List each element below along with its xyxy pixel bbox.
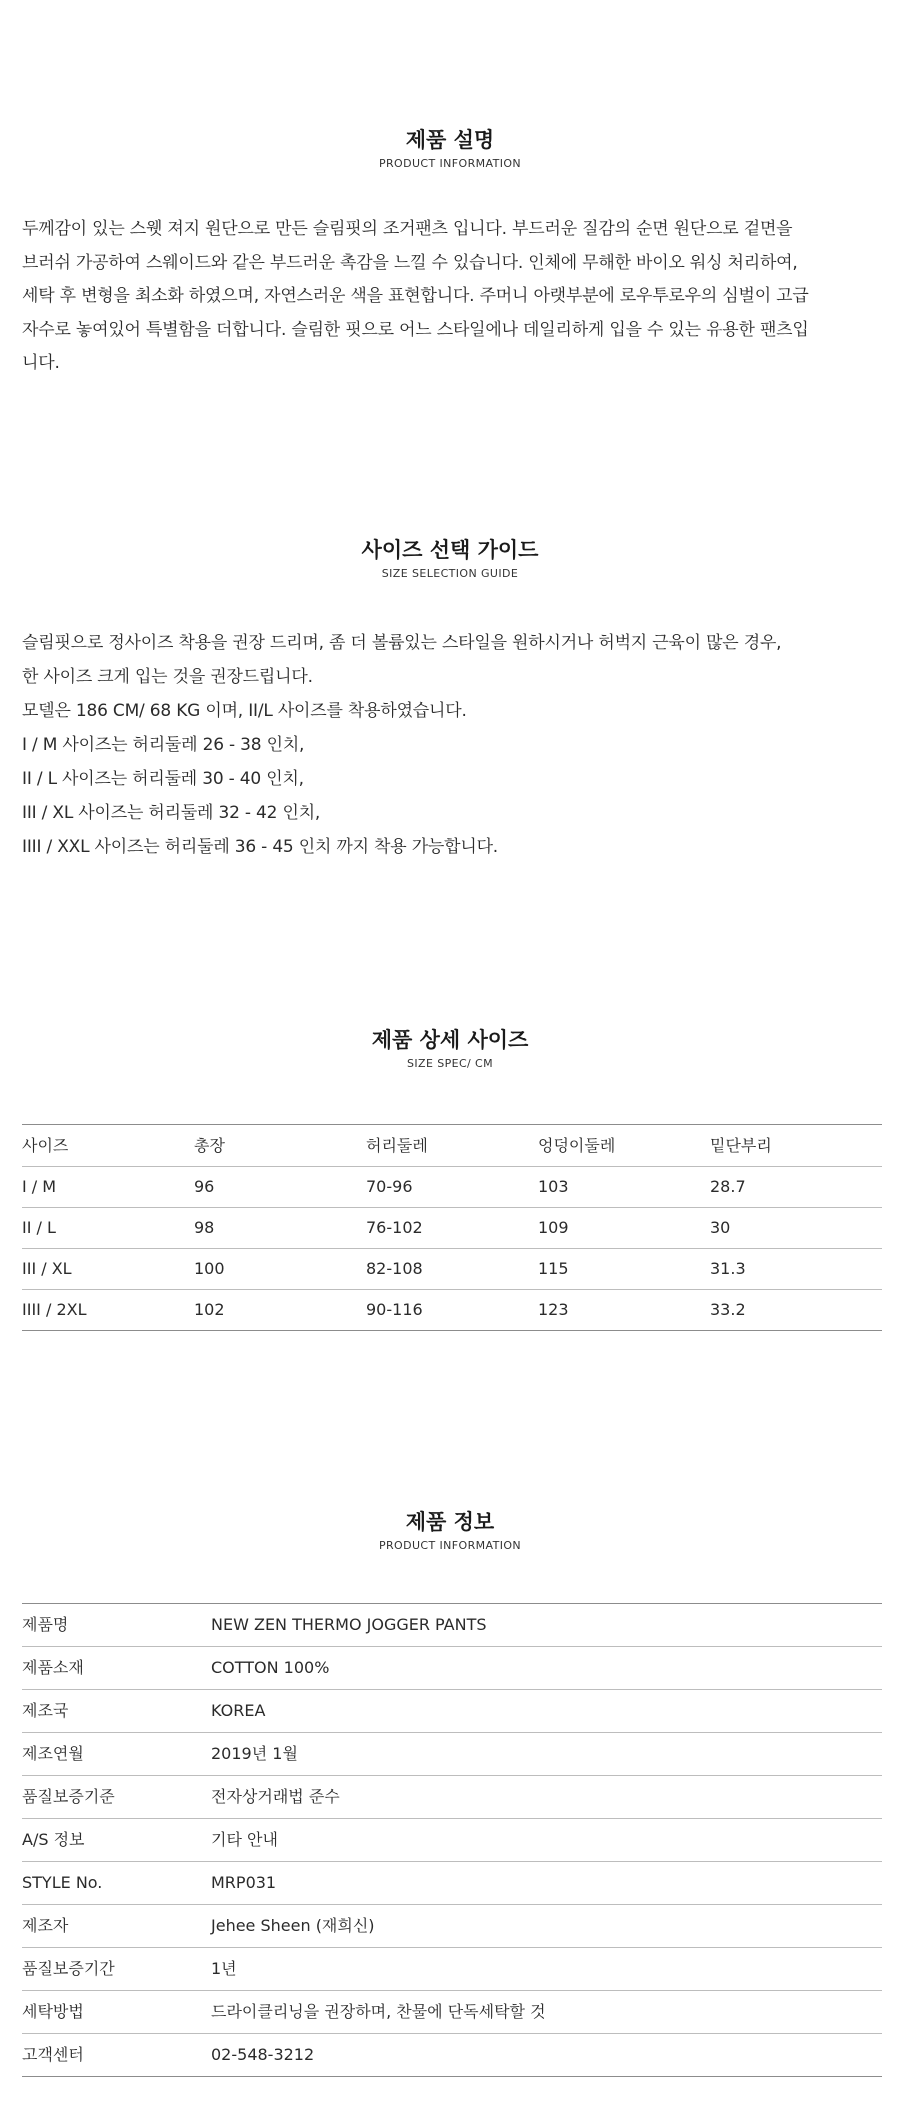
hip-cell: 123: [538, 1300, 569, 1319]
table-row: [22, 1208, 882, 1249]
description-text: [22, 213, 882, 381]
waist-cell: 76-102: [366, 1218, 423, 1237]
waist-cell: 70-96: [366, 1177, 413, 1196]
waist-cell: 90-116: [366, 1300, 423, 1319]
info-value: MRP031: [211, 1873, 277, 1892]
hip-cell: 109: [538, 1218, 569, 1237]
size-guide-line: IIII / XXL 사이즈는 허리둘레 36 - 45 인치 까지 착용 가능합니다.: [22, 837, 499, 857]
size-cell: I / M: [22, 1177, 57, 1196]
info-value: 기타 안내: [211, 1830, 278, 1849]
info-value: 2019년 1월: [211, 1744, 298, 1763]
size-spec-table: [22, 1124, 882, 1331]
hem-cell: 33.2: [710, 1300, 746, 1319]
description-title: 제품 설명: [405, 128, 495, 152]
product-info-table: [22, 1603, 882, 2077]
description-line: 세탁 후 변형을 최소화 하였으며, 자연스러운 색을 표현합니다. 주머니 아랫부분에 로우투로우의 심벌이 고급: [22, 286, 809, 306]
hip-cell: 115: [538, 1259, 569, 1278]
table-row: [22, 1819, 882, 1862]
size-guide-line: II / L 사이즈는 허리둘레 30 - 40 인치,: [22, 769, 304, 789]
size-guide-line: III / XL 사이즈는 허리둘레 32 - 42 인치,: [22, 803, 321, 823]
size-cell: II / L: [22, 1218, 56, 1237]
size-spec-header-cell: 총장: [194, 1136, 225, 1155]
size-cell: III / XL: [22, 1259, 72, 1278]
info-value: KOREA: [211, 1701, 266, 1720]
table-row: [22, 1290, 882, 1331]
description-header: [0, 126, 900, 171]
info-value: NEW ZEN THERMO JOGGER PANTS: [211, 1615, 487, 1634]
info-label: STYLE No.: [22, 1873, 103, 1892]
length-cell: 102: [194, 1300, 225, 1319]
product-info-subtitle: PRODUCT INFORMATION: [378, 1539, 522, 1552]
table-row: [22, 1690, 882, 1733]
waist-cell: 82-108: [366, 1259, 423, 1278]
size-guide-subtitle: SIZE SELECTION GUIDE: [381, 567, 519, 580]
size-spec-header: [0, 1026, 900, 1071]
size-spec-subtitle: SIZE SPEC/ CM: [406, 1057, 494, 1070]
info-value: 전자상거래법 준수: [211, 1787, 340, 1806]
hip-cell: 103: [538, 1177, 569, 1196]
table-row: [22, 2034, 882, 2077]
size-spec-header-row: [22, 1125, 882, 1167]
info-label: 품질보증기간: [22, 1959, 115, 1978]
description-line: 자수로 놓여있어 특별함을 더합니다. 슬림한 핏으로 어느 스타일에나 데일리하게 입을 수 있는 유용한 팬츠입: [22, 319, 809, 340]
info-label: 품질보증기준: [22, 1787, 115, 1806]
hem-cell: 28.7: [710, 1177, 746, 1196]
size-spec-header-cell: 엉덩이둘레: [538, 1136, 616, 1155]
description-line: 니다.: [22, 353, 60, 373]
size-guide-header: [0, 536, 900, 581]
table-row: [22, 1776, 882, 1819]
hem-cell: 31.3: [710, 1259, 746, 1278]
table-row: [22, 1604, 882, 1647]
table-row: [22, 1249, 882, 1290]
info-label: 세탁방법: [22, 2002, 84, 2021]
table-row: [22, 1733, 882, 1776]
table-row: [22, 1991, 882, 2034]
size-spec-header-cell: 사이즈: [22, 1136, 69, 1155]
product-info-header: [0, 1508, 900, 1553]
info-value: COTTON 100%: [211, 1658, 330, 1677]
table-row: [22, 1905, 882, 1948]
size-spec-title: 제품 상세 사이즈: [371, 1028, 529, 1052]
table-row: [22, 1647, 882, 1690]
info-label: 제품명: [22, 1615, 69, 1634]
size-guide-line: 모델은 186 CM/ 68 KG 이며, II/L 사이즈를 착용하였습니다.: [22, 701, 467, 721]
info-value: 드라이클리닝을 권장하며, 찬물에 단독세탁할 것: [211, 2002, 546, 2021]
info-value: Jehee Sheen (재희신): [211, 1916, 375, 1935]
length-cell: 100: [194, 1259, 225, 1278]
length-cell: 96: [194, 1177, 215, 1196]
description-line: 브러쉬 가공하여 스웨이드와 같은 부드러운 촉감을 느낄 수 있습니다. 인체에 무해한 바이오 워싱 처리하여,: [22, 252, 798, 273]
hem-cell: 30: [710, 1218, 731, 1237]
size-guide-text: [22, 626, 882, 864]
size-guide-line: 한 사이즈 크게 입는 것을 권장드립니다.: [22, 667, 313, 687]
table-row: [22, 1948, 882, 1991]
info-value: 02-548-3212: [211, 2045, 315, 2064]
size-cell: IIII / 2XL: [22, 1300, 87, 1319]
size-guide-line: I / M 사이즈는 허리둘레 26 - 38 인치,: [22, 735, 305, 755]
info-label: 제조연월: [22, 1744, 84, 1763]
size-guide-line: 슬림핏으로 정사이즈 착용을 권장 드리며, 좀 더 볼륨있는 스타일을 원하시거나 허벅지 근육이 많은 경우,: [22, 633, 782, 653]
description-line: 두께감이 있는 스웻 져지 원단으로 만든 슬림핏의 조거팬츠 입니다. 부드러운 질감의 순면 원단으로 겉면을: [22, 219, 793, 239]
table-row: [22, 1167, 882, 1208]
info-label: 제조자: [22, 1916, 69, 1935]
length-cell: 98: [194, 1218, 215, 1237]
info-label: 고객센터: [22, 2045, 84, 2064]
description-subtitle: PRODUCT INFORMATION: [378, 157, 522, 170]
info-value: 1년: [211, 1959, 237, 1978]
product-info-title: 제품 정보: [405, 1510, 495, 1534]
size-spec-header-cell: 밑단부리: [710, 1136, 772, 1155]
size-spec-header-cell: 허리둘레: [366, 1136, 428, 1155]
info-label: A/S 정보: [22, 1830, 85, 1849]
info-label: 제품소재: [22, 1658, 84, 1677]
table-row: [22, 1862, 882, 1905]
info-label: 제조국: [22, 1701, 69, 1720]
size-guide-title: 사이즈 선택 가이드: [361, 538, 539, 562]
